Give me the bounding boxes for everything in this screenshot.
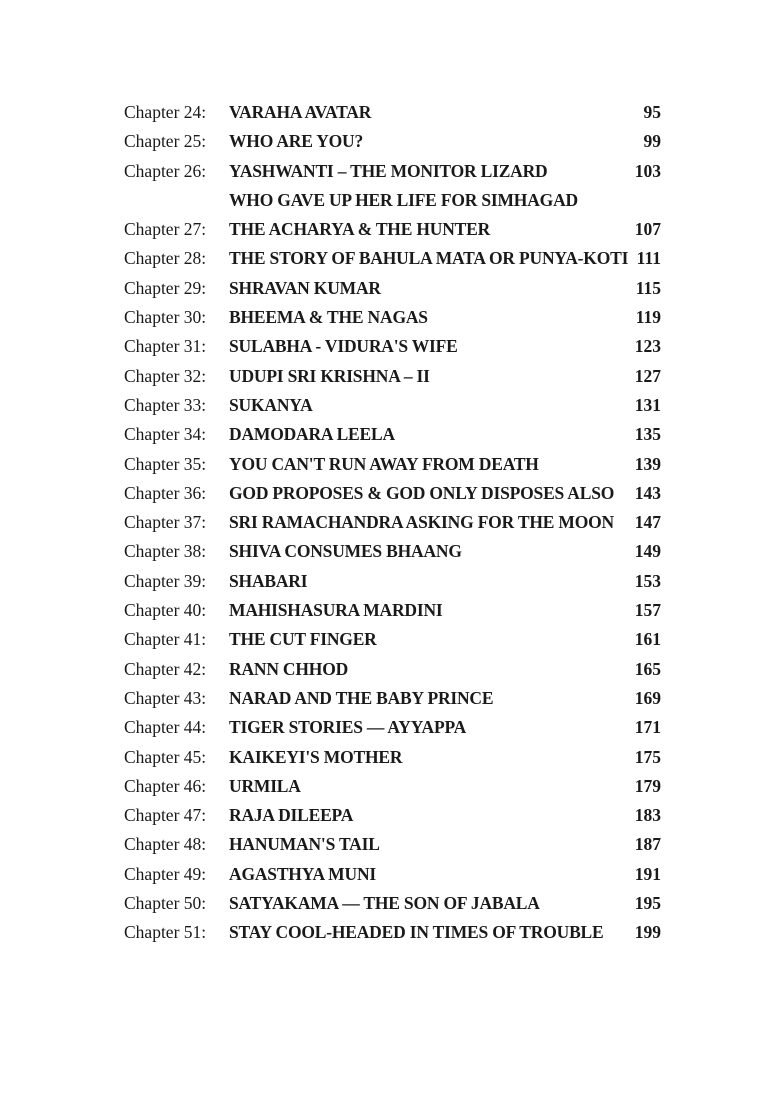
page-number: 127 — [634, 365, 661, 386]
chapter-label: Chapter 24: — [124, 102, 207, 122]
chapter-title: SULABHA - VIDURA'S WIFE — [229, 336, 458, 357]
chapter-title: STAY COOL-HEADED IN TIMES OF TROUBLE — [229, 922, 604, 943]
page-number: 183 — [634, 805, 661, 826]
chapter-label: Chapter 39: — [124, 570, 207, 591]
toc-entry — [124, 362, 664, 391]
chapter-label: Chapter 33: — [124, 394, 207, 415]
toc-entry — [124, 801, 664, 830]
chapter-label: Chapter 47: — [124, 805, 207, 826]
chapter-label: Chapter 27: — [124, 219, 207, 240]
page-number: 175 — [634, 746, 661, 767]
chapter-title: RAJA DILEEPA — [229, 805, 354, 826]
toc-entry — [124, 684, 664, 713]
page-number: 157 — [634, 600, 661, 621]
toc-entry — [124, 655, 664, 684]
page-number: 171 — [634, 717, 661, 738]
page-number: 119 — [635, 307, 661, 328]
toc-entry — [124, 596, 664, 625]
page-number: 195 — [634, 893, 661, 914]
page-number: 191 — [634, 863, 661, 884]
page-number: 187 — [634, 834, 661, 855]
chapter-label: Chapter 45: — [124, 746, 207, 767]
toc-entry — [124, 98, 664, 127]
page-number: 143 — [634, 482, 661, 503]
page-number: 131 — [634, 394, 661, 415]
chapter-label: Chapter 50: — [124, 893, 207, 914]
chapter-title: KAIKEYI'S MOTHER — [229, 746, 403, 767]
toc-entry — [124, 625, 664, 654]
toc-entry — [124, 772, 664, 801]
toc-entry — [124, 420, 664, 449]
toc-entry — [124, 743, 664, 772]
chapter-label: Chapter 43: — [124, 687, 207, 708]
chapter-label: Chapter 35: — [124, 453, 207, 474]
toc-entry — [124, 244, 664, 273]
chapter-label: Chapter 49: — [124, 863, 207, 884]
chapter-label: Chapter 42: — [124, 658, 207, 679]
toc-entry — [124, 830, 664, 859]
chapter-label: Chapter 38: — [124, 541, 207, 562]
chapter-label: Chapter 34: — [124, 424, 207, 445]
chapter-title: SHIVA CONSUMES BHAANG — [229, 541, 462, 562]
chapter-title: HANUMAN'S TAIL — [229, 834, 380, 855]
chapter-title: SHRAVAN KUMAR — [229, 277, 381, 298]
page-number: 111 — [636, 248, 661, 269]
chapter-title: DAMODARA LEELA — [229, 424, 395, 445]
chapter-label: Chapter 46: — [124, 775, 207, 796]
chapter-title: SATYAKAMA — THE SON OF JABALA — [229, 893, 540, 914]
page-number: 153 — [634, 570, 661, 591]
chapter-label: Chapter 25: — [124, 131, 207, 152]
toc-entry — [124, 479, 664, 508]
chapter-title: GOD PROPOSES & GOD ONLY DISPOSES ALSO — [229, 482, 615, 503]
chapter-title: WHO GAVE UP HER LIFE FOR SIMHAGAD — [229, 189, 578, 210]
chapter-title: WHO ARE YOU? — [229, 131, 364, 152]
chapter-title: AGASTHYA MUNI — [229, 863, 376, 884]
toc-entry — [124, 918, 664, 947]
chapter-label: Chapter 32: — [124, 365, 207, 386]
toc-entry — [124, 537, 664, 566]
chapter-title: UDUPI SRI KRISHNA – II — [229, 365, 430, 386]
page-number: 107 — [634, 219, 661, 240]
table-of-contents — [124, 98, 664, 948]
chapter-label: Chapter 37: — [124, 512, 207, 533]
toc-entry — [124, 303, 664, 332]
chapter-title: THE CUT FINGER — [229, 629, 377, 650]
chapter-label: Chapter 51: — [124, 922, 207, 943]
chapter-label: Chapter 48: — [124, 834, 207, 855]
chapter-label: Chapter 44: — [124, 717, 207, 738]
toc-entry — [124, 567, 664, 596]
toc-entry — [124, 508, 664, 537]
page-number: 165 — [634, 658, 661, 679]
chapter-title: SUKANYA — [229, 394, 313, 415]
chapter-title: SRI RAMACHANDRA ASKING FOR THE MOON — [229, 512, 614, 533]
toc-entry — [124, 274, 664, 303]
toc-entry — [124, 450, 664, 479]
chapter-title: RANN CHHOD — [229, 658, 349, 679]
chapter-title: THE STORY OF BAHULA MATA OR PUNYA-KOTI — [229, 248, 629, 269]
page-number: 95 — [643, 102, 661, 122]
toc-entry — [124, 860, 664, 889]
chapter-title: SHABARI — [229, 570, 308, 591]
page-number: 139 — [634, 453, 661, 474]
page-number: 161 — [634, 629, 661, 650]
chapter-title: THE ACHARYA & THE HUNTER — [229, 219, 491, 240]
page-number: 99 — [643, 131, 661, 152]
chapter-label: Chapter 26: — [124, 160, 207, 181]
toc-entry — [124, 332, 664, 361]
page-number: 149 — [634, 541, 661, 562]
chapter-title: YOU CAN'T RUN AWAY FROM DEATH — [229, 453, 539, 474]
toc-entry — [124, 157, 664, 186]
chapter-title: MAHISHASURA MARDINI — [229, 600, 443, 621]
toc-entry — [124, 186, 664, 215]
page-number: 103 — [634, 160, 661, 181]
chapter-label: Chapter 41: — [124, 629, 207, 650]
page-number: 135 — [634, 424, 661, 445]
chapter-title: TIGER STORIES — AYYAPPA — [229, 717, 467, 738]
chapter-label: Chapter 31: — [124, 336, 207, 357]
chapter-title: BHEEMA & THE NAGAS — [229, 307, 428, 328]
toc-entry — [124, 391, 664, 420]
chapter-label: Chapter 30: — [124, 307, 207, 328]
page-number: 199 — [634, 922, 661, 943]
page-number: 147 — [634, 512, 661, 533]
toc-entry — [124, 713, 664, 742]
toc-entry — [124, 215, 664, 244]
page-number: 169 — [634, 687, 661, 708]
chapter-label: Chapter 40: — [124, 600, 207, 621]
chapter-label: Chapter 36: — [124, 482, 207, 503]
toc-entry — [124, 127, 664, 156]
chapter-label: Chapter 28: — [124, 248, 207, 269]
chapter-title: NARAD AND THE BABY PRINCE — [229, 687, 494, 708]
chapter-title: YASHWANTI – THE MONITOR LIZARD — [229, 160, 548, 181]
page-number: 179 — [634, 775, 661, 796]
toc-entry — [124, 889, 664, 918]
chapter-title: URMILA — [229, 775, 301, 796]
page-number: 123 — [634, 336, 661, 357]
chapter-label: Chapter 29: — [124, 277, 207, 298]
chapter-title: VARAHA AVATAR — [229, 102, 372, 122]
page-number: 115 — [635, 277, 661, 298]
